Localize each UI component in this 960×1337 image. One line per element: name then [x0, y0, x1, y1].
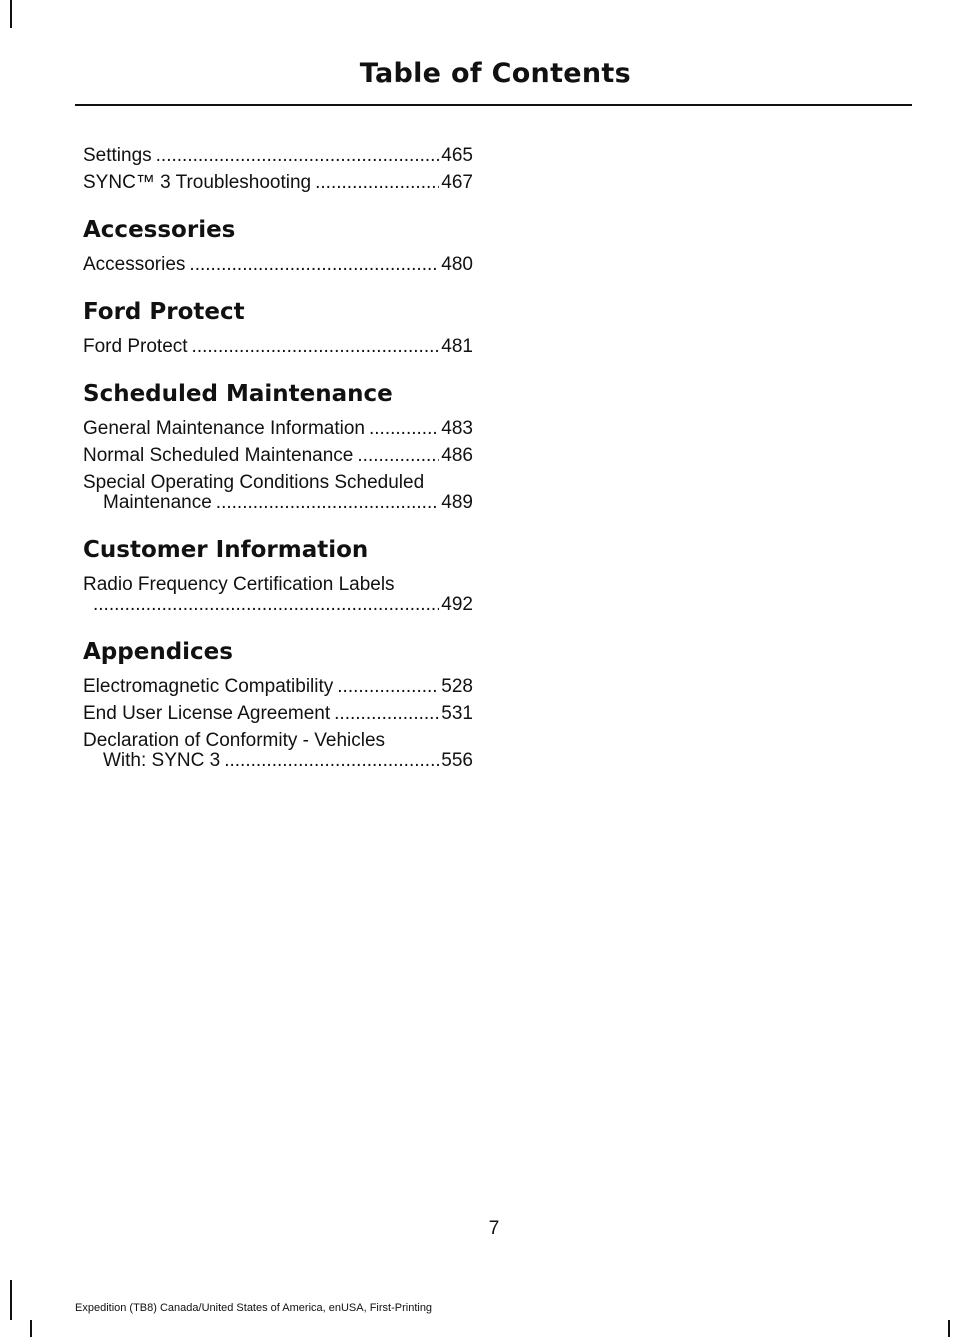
toc-entry-page: 483: [441, 418, 473, 439]
toc-entry[interactable]: [83, 419, 473, 439]
crop-mark-top-left: [10, 0, 12, 28]
toc-entry-title: Ford Protect: [83, 336, 188, 357]
toc-entry-title: Accessories: [83, 254, 186, 275]
toc-entry-title: General Maintenance Information: [83, 418, 365, 439]
dot-leader: [337, 677, 439, 697]
toc-entry[interactable]: [83, 446, 473, 466]
header-rule: [75, 104, 912, 106]
dot-leader: [334, 704, 439, 724]
section-heading-scheduled-maintenance: Scheduled Maintenance: [83, 381, 393, 407]
page-number: 7: [488, 1218, 500, 1239]
toc-entry[interactable]: [83, 704, 473, 724]
toc-entry-title: End User License Agreement: [83, 703, 331, 724]
dot-leader: [216, 493, 440, 513]
toc-entry-title-continued: With: SYNC 3: [103, 750, 221, 771]
toc-entry-page: 481: [441, 336, 473, 357]
section-heading-accessories: Accessories: [83, 217, 236, 243]
dot-leader: [357, 446, 439, 466]
toc-entry-page: 492: [441, 594, 473, 615]
crop-mark-bottom-left-small: [30, 1320, 32, 1337]
toc-entry-title: Special Operating Conditions Scheduled: [83, 472, 425, 493]
dot-leader: [315, 173, 439, 193]
dot-leader: [156, 146, 440, 166]
toc-entry-title: Declaration of Conformity - Vehicles: [83, 730, 386, 751]
toc-entry[interactable]: [83, 173, 473, 193]
toc-entry-wrapped[interactable]: [83, 731, 473, 771]
dot-leader: [369, 419, 439, 439]
toc-entry[interactable]: [83, 677, 473, 697]
toc-entry-title: Electromagnetic Compatibility: [83, 676, 334, 697]
toc-entry-title: Radio Frequency Certification Labels: [83, 574, 395, 595]
toc-entry-wrapped[interactable]: [83, 575, 473, 615]
crop-mark-bottom-right: [948, 1320, 950, 1337]
toc-entry-title-continued: Maintenance: [103, 492, 212, 513]
section-heading-appendices: Appendices: [83, 639, 233, 665]
toc-entry-wrapped[interactable]: [83, 473, 473, 513]
section-heading-ford-protect: Ford Protect: [83, 299, 245, 325]
toc-entry[interactable]: [83, 337, 473, 357]
toc-entry-page: 556: [441, 750, 473, 771]
dot-leader: [93, 595, 439, 615]
toc-entry-page: 467: [441, 172, 473, 193]
toc-entry-title: Settings: [83, 145, 152, 166]
toc-entry-title: SYNC™ 3 Troubleshooting: [83, 172, 312, 193]
toc-entry[interactable]: [83, 146, 473, 166]
toc-entry-page: 489: [441, 492, 473, 513]
page-title: Table of Contents: [359, 58, 631, 89]
section-heading-customer-information: Customer Information: [83, 537, 369, 563]
dot-leader: [224, 751, 439, 771]
toc-entry[interactable]: [83, 255, 473, 275]
dot-leader: [189, 255, 439, 275]
toc-entry-page: 486: [441, 445, 473, 466]
crop-mark-bottom-left: [10, 1280, 12, 1320]
toc-entry-page: 480: [441, 254, 473, 275]
toc-entry-title: Normal Scheduled Maintenance: [83, 445, 354, 466]
table-of-contents: [83, 146, 473, 778]
toc-entry-page: 528: [441, 676, 473, 697]
toc-entry-page: 465: [441, 145, 473, 166]
dot-leader: [192, 337, 440, 357]
footer-text: Expedition (TB8) Canada/United States of America, enUSA, First-Printing: [75, 1302, 433, 1314]
toc-entry-page: 531: [441, 703, 473, 724]
